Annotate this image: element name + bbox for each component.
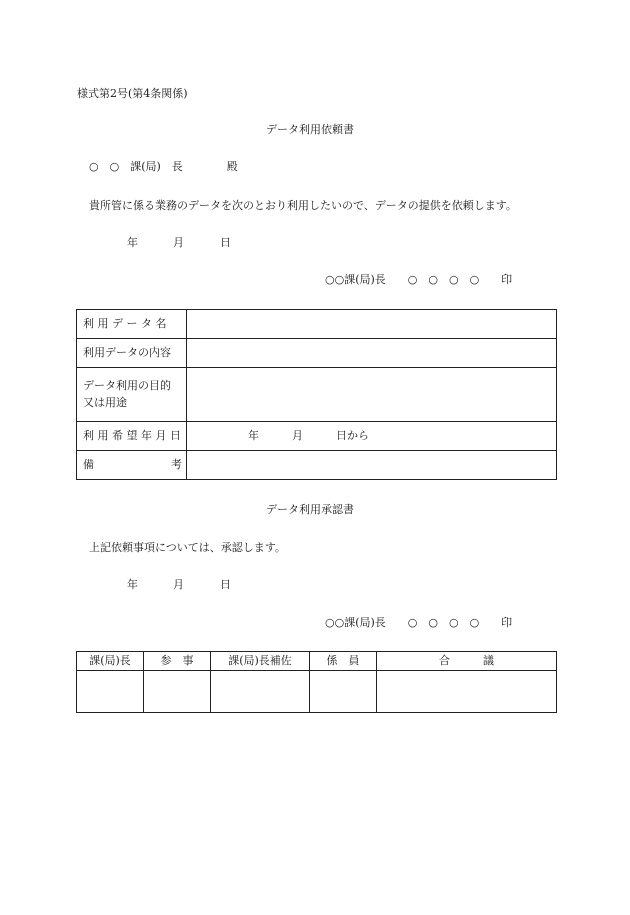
- approval-signer: ○○課(局)長 ○ ○ ○ ○ 印: [325, 616, 513, 629]
- stamp-cell: [310, 671, 377, 713]
- table-row: [77, 310, 557, 339]
- row-label: 利 用 希 望 年 月 日: [77, 422, 187, 451]
- row-value: 年 月 日から: [187, 422, 557, 451]
- approval-title: データ利用承認書: [266, 503, 354, 516]
- date-day: 日: [220, 236, 231, 249]
- stamp-cell: [211, 671, 310, 713]
- row-value: [187, 339, 557, 368]
- approval-table: [76, 651, 557, 713]
- request-body: 貴所管に係る業務のデータを次のとおり利用したいので、データの提供を依頼します。: [89, 199, 517, 212]
- row-value: [187, 310, 557, 339]
- header-cell: 課(局)長: [77, 652, 144, 671]
- header-cell: 係 員: [310, 652, 377, 671]
- approval-date-day: 日: [220, 578, 231, 591]
- date-month: 月: [173, 236, 184, 249]
- request-signer: ○○課(局)長 ○ ○ ○ ○ 印: [325, 273, 513, 286]
- date-year: 年: [127, 236, 138, 249]
- table-row: [77, 451, 557, 480]
- header-cell: 課(局)長補佐: [211, 652, 310, 671]
- table-header-row: [77, 652, 557, 671]
- approval-body: 上記依頼事項については、承認します。: [89, 541, 286, 554]
- table-row: [77, 368, 557, 422]
- header-cell: 合 議: [377, 652, 557, 671]
- approval-date-month: 月: [173, 578, 184, 591]
- table-row: [77, 422, 557, 451]
- row-value: [187, 451, 557, 480]
- request-title: データ利用依頼書: [266, 123, 354, 136]
- addressee: ○ ○ 課(局) 長 殿: [89, 160, 238, 173]
- form-number: 様式第2号(第4条関係): [77, 87, 188, 100]
- request-table: [76, 309, 557, 480]
- table-row: [77, 339, 557, 368]
- row-label: 利用データの内容: [77, 339, 187, 368]
- stamp-cell: [144, 671, 211, 713]
- row-label: 利 用 デ ー タ 名: [77, 310, 187, 339]
- stamp-cell: [77, 671, 144, 713]
- approval-date-year: 年: [127, 578, 138, 591]
- table-row: [77, 671, 557, 713]
- row-label: データ利用の目的 又は用途: [77, 368, 187, 422]
- row-label: 備 考: [77, 451, 187, 480]
- row-value: [187, 368, 557, 422]
- header-cell: 参 事: [144, 652, 211, 671]
- stamp-cell: [377, 671, 557, 713]
